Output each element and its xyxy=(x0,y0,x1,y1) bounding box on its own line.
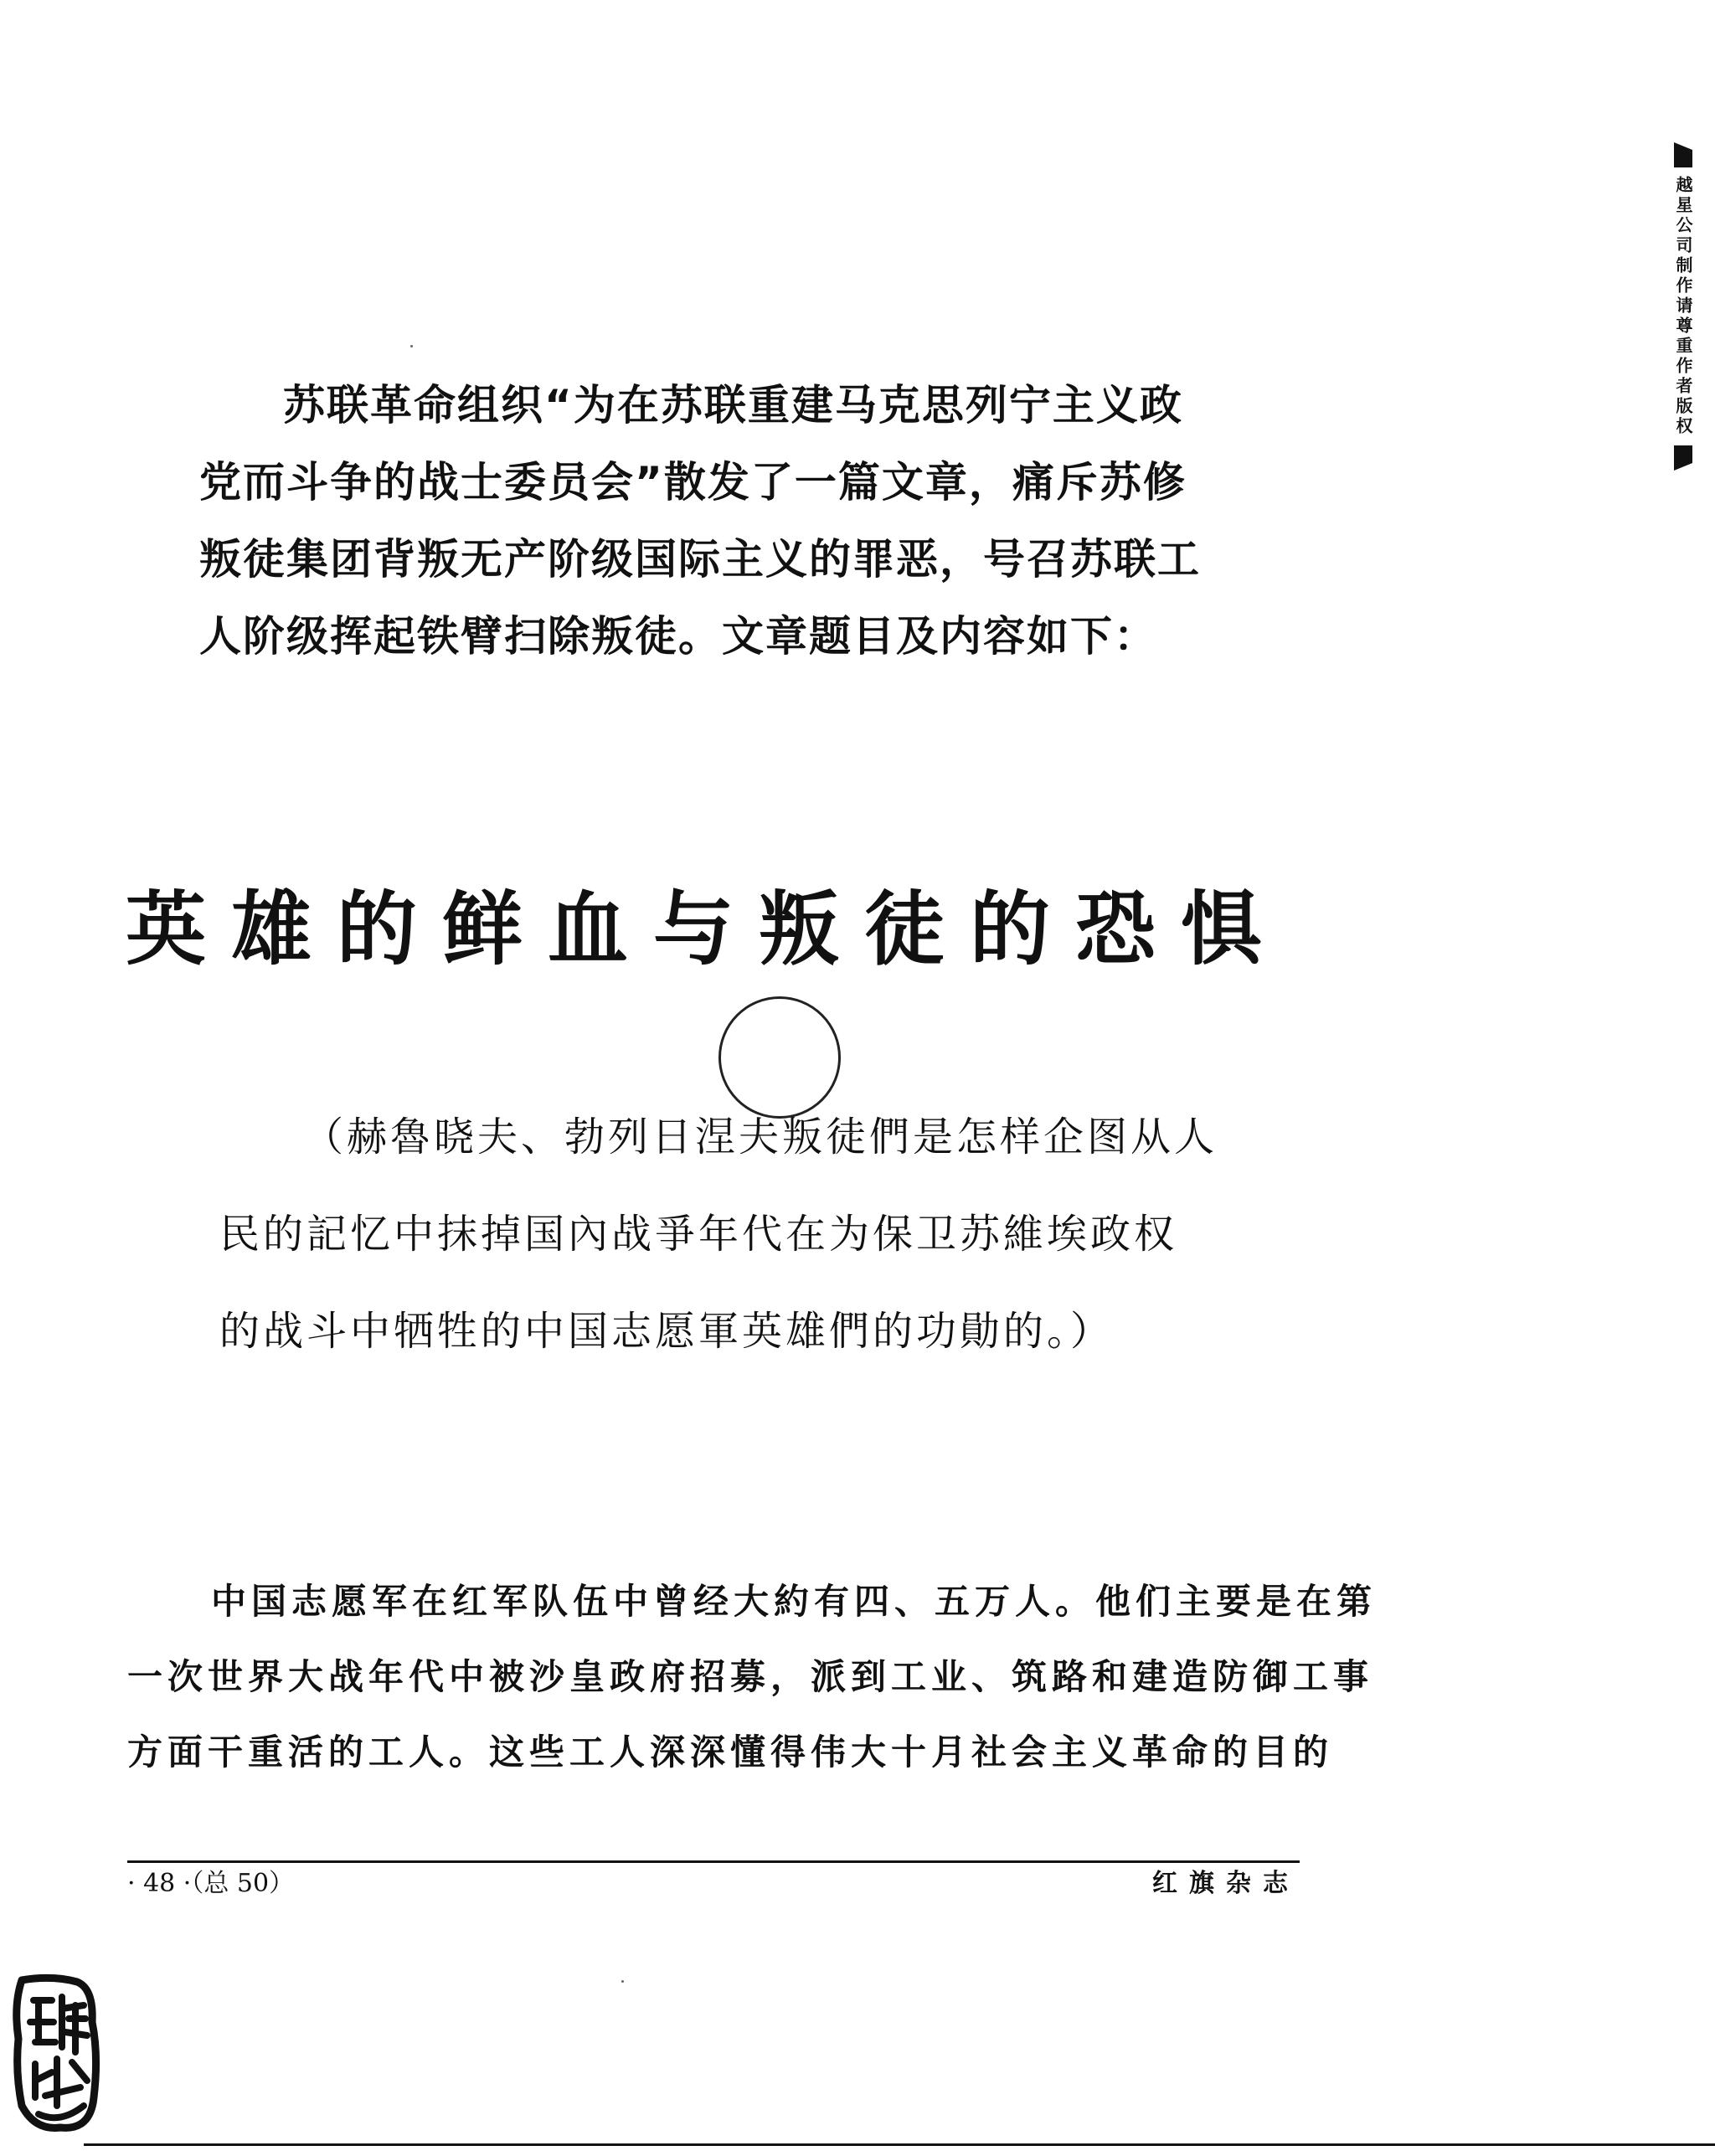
seal-stamp-icon xyxy=(10,1972,102,2139)
intro-paragraph xyxy=(199,367,1254,675)
body-line: 中国志愿军在红军队伍中曾经大約有四、五万人。他们主要是在第 xyxy=(211,1581,1378,1622)
article-subtitle xyxy=(219,1088,1224,1380)
footer-rule xyxy=(127,1860,1300,1863)
bottom-scan-rule xyxy=(84,2143,1715,2146)
body-line: 一次世界大战年代中被沙皇政府招募，派到工业、筑路和建造防御工事 xyxy=(127,1656,1374,1697)
body-line: 方面干重活的工人。这些工人深深懂得伟大十月社会主义革命的目的 xyxy=(127,1731,1334,1773)
article-title: 英雄的鲜血与叛徒的恐惧 xyxy=(126,882,1286,976)
subtitle-line: 的战斗中牺牲的中国志愿軍英雄們的功勛的。） xyxy=(219,1308,1115,1355)
intro-line: 党而斗争的战士委员会”散发了一篇文章，痛斥苏修 xyxy=(199,458,1187,507)
subtitle-line: 民的記忆中抹掉国內战爭年代在为保卫苏維埃政权 xyxy=(219,1211,1178,1258)
intro-line: 苏联革命组织“为在苏联重建马克思列宁主义政 xyxy=(283,381,1183,430)
page-number: · 48 ·（总 50） xyxy=(127,1869,295,1898)
intro-line: 叛徒集团背叛无产阶级国际主义的罪恶，号召苏联工 xyxy=(199,535,1201,584)
side-copyright-label xyxy=(1666,142,1700,471)
scan-speck xyxy=(621,1980,624,1983)
publication-name: 红旗杂志 xyxy=(1152,1869,1300,1898)
scan-speck xyxy=(410,345,413,347)
side-label-text: 越星公司制作请尊重作者版权 xyxy=(1673,176,1693,437)
article-body xyxy=(127,1564,1378,1790)
subtitle-line: （赫魯晓夫、勃列日涅夫叛徒們是怎样企图从人 xyxy=(303,1114,1218,1160)
intro-line: 人阶级挥起铁臂扫除叛徒。文章题目及内容如下： xyxy=(199,612,1157,661)
side-label-bottom-bar xyxy=(1674,445,1692,471)
side-label-top-bar xyxy=(1674,142,1692,167)
